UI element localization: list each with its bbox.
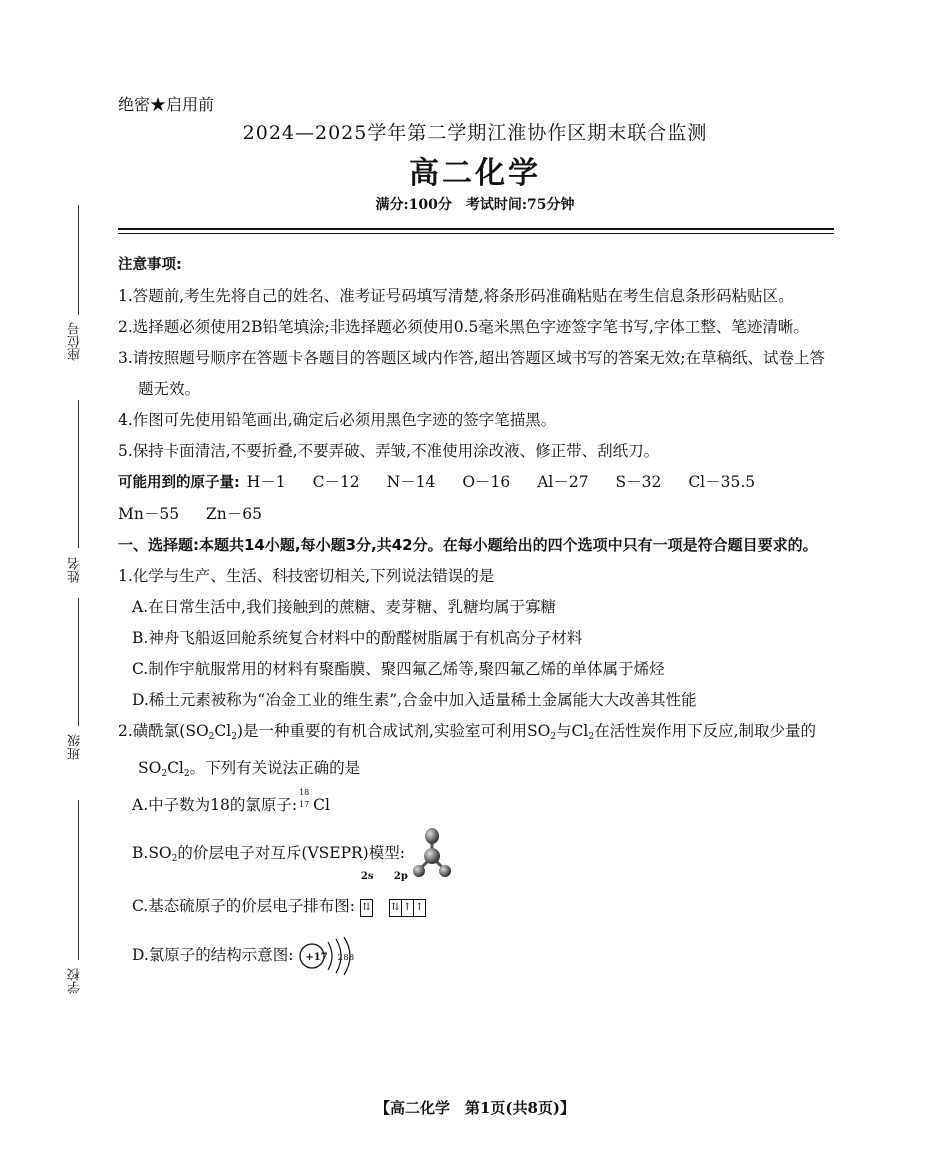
atomic-mass: S－32 [615,473,662,491]
notice-item: 3.请按照题号顺序在答题卡各题目的答题区域内作答,超出答题区域书写的答案无效;在草稿纸、试卷上答题无效。 [118,349,825,398]
notice-item: 4.作图可先使用铅笔画出,确定后必须用黑色字迹的签字笔描黑。 [118,411,557,429]
question-1-stem: 1.化学与生产、生活、科技密切相关,下列说法错误的是 [118,567,495,585]
header-rule [118,228,834,230]
binding-line [78,205,79,315]
confidential-mark: 绝密★启用前 [118,95,215,114]
q1-option-b: B.神舟飞船返回舱系统复合材料中的酚醛树脂属于有机高分子材料 [132,629,583,647]
q2-text: 2.磺酰氯(SO [118,722,209,740]
atomic-mass: Zn－65 [206,505,262,523]
q2-text: Cl [167,759,184,777]
subject-title: 高二化学 [409,156,541,191]
notice-item: 5.保持卡面清洁,不要折叠,不要弄破、弄皱,不准使用涂改液、修正带、刮纸刀。 [118,442,660,460]
atomic-number: 17 [299,800,310,809]
electron-shells: 2 8 8 [337,953,354,962]
exam-title: 2024—2025学年第二学期江淮协作区期末联合监测 [242,122,708,144]
score-time-line: 满分:100分 考试时间:75分钟 [375,197,575,213]
q2-text: )是一种重要的有机合成试剂,实验室可利用SO [236,722,551,740]
q2-option-b [118,827,838,884]
subscript: 2 [183,769,190,779]
element-symbol: Cl [313,796,330,814]
vsepr-model-image [410,827,454,881]
atomic-mass: Al－27 [537,473,589,491]
atomic-mass: Cl－35.5 [688,473,756,491]
atomic-masses-label: 可能用到的原子量: [118,475,240,491]
q2-option-c [118,871,838,929]
q2-text: 与Cl [556,722,589,740]
notice-item: 2.选择题必须使用2B铅笔填涂;非选择题必须使用0.5毫米黑色字迹签字笔书写,字体工整、笔迹清晰。 [118,318,809,336]
q2-option-d-text: D.氯原子的结构示意图: [132,946,294,964]
orbital-box-2s: ⇅ [360,899,373,917]
orbital-box-2p: ⇅ ↑ ↑ [389,899,426,917]
side-label-seat: 座位号 [68,322,83,361]
orbital-diagram [360,871,426,929]
q2-option-b-text: 的价层电子对互斥(VSEPR)模型: [177,844,405,862]
mass-number: 18 [299,788,310,797]
subscript: 2 [161,769,168,779]
q2-text: Cl [214,722,232,740]
q2-option-a-text: A.中子数为18的氯原子: [132,796,298,814]
atomic-mass: C－12 [312,473,360,491]
orbital-label-2p: 2p [393,871,408,882]
header-rule [118,233,834,234]
question-2-stem [118,716,838,790]
binding-line [78,400,79,548]
notice-title: 注意事项: [118,257,182,273]
side-label-school: 学校 [68,968,83,994]
notice-item: 1.答题前,考生先将自己的姓名、准考证号码填写清楚,将条形码准确粘贴在考生信息条形码粘贴区。 [118,287,794,305]
page-footer: 【高二化学 第1页(共8页)】 [374,1099,576,1117]
subscript: 2 [208,732,215,742]
subscript: 2 [171,854,178,864]
nucleus-charge: +17 [305,952,328,963]
side-label-class: 班级 [68,734,83,760]
binding-line [78,598,79,726]
q1-option-a: A.在日常生活中,我们接触到的蔗糖、麦芽糖、乳糖均属于寡糖 [132,598,557,616]
binding-line [78,800,79,960]
q2-text: 在活性炭作用下反应,制取少量的SO [138,722,817,777]
orbital-label-2s: 2s [360,871,374,882]
subscript: 2 [550,732,557,742]
exam-content [118,250,838,980]
q1-option-d: D.稀土元素被称为“冶金工业的维生素”,合金中加入适量稀土金属能大大改善其性能 [132,691,697,709]
atomic-masses-line2 [118,499,838,530]
atomic-mass: O－16 [462,473,511,491]
q2-text: 。下列有关说法正确的是 [189,759,361,777]
atomic-mass: N－14 [386,473,436,491]
subscript: 2 [588,732,595,742]
atomic-mass: Mn－55 [118,505,180,523]
q2-option-b-text: B.SO [132,844,172,862]
atomic-mass: H－1 [246,473,286,491]
q2-option-a [118,790,838,821]
isotope-notation [297,788,313,812]
side-label-name: 姓名 [68,557,83,583]
q2-option-c-text: C.基态硫原子的价层电子排布图: [132,897,355,915]
q2-option-d [118,933,838,980]
atomic-masses [118,467,838,499]
section-heading: 一、选择题:本题共14小题,每小题3分,共42分。在每小题给出的四个选项中只有一项是符合题目要求的。 [118,536,818,554]
subscript: 2 [231,732,237,742]
q1-option-c: C.制作宇航服常用的材料有聚酯膜、聚四氟乙烯等,聚四氟乙烯的单体属于烯烃 [132,660,665,678]
